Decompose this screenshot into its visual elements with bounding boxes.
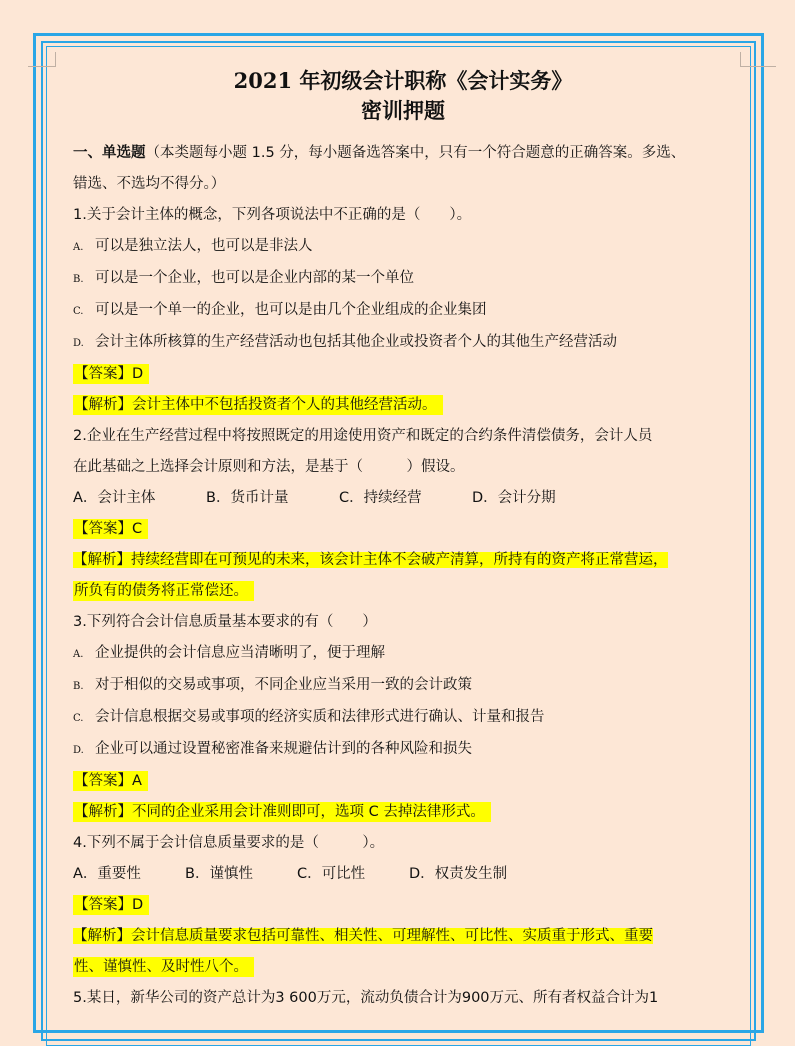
question-4-analysis-line-2 — [73, 952, 733, 983]
question-2-answer: 【答案】C — [73, 519, 148, 539]
question-2-choice-c: C．持续经营 — [339, 490, 422, 506]
question-3-stem: 3.下列符合会计信息质量基本要求的有（ ） — [73, 614, 377, 630]
question-2-stem-cont: 在此基础之上选择会计原则和方法，是基于（ ）假设。 — [73, 459, 465, 475]
option-text: 可以是独立法人，也可以是非法人 — [95, 238, 313, 254]
margin-guide-top-left — [28, 66, 56, 67]
question-1-option-b — [73, 263, 733, 295]
question-4-stem: 4.下列不属于会计信息质量要求的是（ ）。 — [73, 835, 385, 851]
option-letter: D. — [73, 338, 84, 349]
option-letter: D. — [73, 745, 84, 756]
question-4-answer-line — [73, 890, 733, 921]
option-letter: C. — [73, 306, 84, 317]
option-text: 企业可以通过设置秘密准备来规避估计到的各种风险和损失 — [95, 741, 472, 757]
option-text: 可以是一个单一的企业，也可以是由几个企业组成的企业集团 — [95, 302, 487, 318]
section-heading: 一、单选题 — [73, 145, 146, 161]
option-letter: C. — [73, 713, 84, 724]
question-4-analysis-line — [73, 921, 733, 952]
question-3-analysis-line — [73, 797, 733, 828]
question-2-stem: 2.企业在生产经营过程中将按照既定的用途使用资产和既定的合约条件清偿债务，会计人员 — [73, 428, 653, 444]
option-text: 企业提供的会计信息应当清晰明了，便于理解 — [95, 645, 385, 661]
option-letter: B. — [73, 274, 84, 285]
question-3-answer: 【答案】A — [73, 771, 148, 791]
question-3-option-a — [73, 638, 733, 670]
question-2-choice-a: A．会计主体 — [73, 490, 156, 506]
question-3-option-c — [73, 702, 733, 734]
question-1-answer-line — [73, 359, 733, 390]
question-4-choice-c: C．可比性 — [297, 866, 366, 882]
question-3-option-b — [73, 670, 733, 702]
section-instructions-cont: 错选、不选均不得分。） — [73, 176, 226, 192]
question-1-option-a — [73, 231, 733, 263]
margin-guide-top-right — [740, 66, 776, 67]
option-text: 会计主体所核算的生产经营活动也包括其他企业或投资者个人的其他生产经营活动 — [95, 334, 617, 350]
question-5-stem: 5.某日，新华公司的资产总计为3 600万元，流动负债合计为900万元、所有者权益合计为1 — [73, 990, 659, 1006]
option-letter: A. — [73, 242, 84, 253]
margin-guide-right-top — [740, 52, 741, 66]
page-title: 2021 年初级会计职称《会计实务》 — [233, 68, 573, 93]
section-heading-line — [73, 138, 733, 169]
question-1-option-c — [73, 295, 733, 327]
option-text: 会计信息根据交易或事项的经济实质和法律形式进行确认、计量和报告 — [95, 709, 545, 725]
question-2-analysis-line-2 — [73, 576, 733, 607]
question-1-analysis-line — [73, 390, 733, 421]
question-2-choice-b: B．货币计量 — [206, 490, 289, 506]
question-1-stem: 1.关于会计主体的概念，下列各项说法中不正确的是（ ）。 — [73, 207, 472, 223]
question-4-analysis-cont: 性、谨慎性、及时性八个。 — [73, 957, 254, 977]
question-4-choice-a: A．重要性 — [73, 866, 141, 882]
section-instructions: （本类题每小题 1.5 分，每小题备选答案中，只有一个符合题意的正确答案。多选、 — [145, 145, 686, 161]
question-4-choice-b: B．谨慎性 — [185, 866, 253, 882]
question-1-option-d — [73, 327, 733, 359]
question-2-choices — [73, 483, 733, 514]
option-text: 可以是一个企业，也可以是企业内部的某一个单位 — [95, 270, 414, 286]
question-4-answer: 【答案】D — [73, 895, 149, 915]
question-2-choice-d: D．会计分期 — [472, 490, 556, 506]
margin-guide-left-top — [55, 52, 56, 66]
page-subtitle: 密训押题 — [361, 98, 445, 123]
document-body — [73, 64, 733, 1014]
question-2-analysis: 【解析】持续经营即在可预见的未来，该会计主体不会破产清算，所持有的资产将正常营运， — [73, 552, 668, 568]
question-3-answer-line — [73, 766, 733, 797]
option-letter: A. — [73, 649, 84, 660]
question-2-analysis-line — [73, 545, 733, 576]
option-text: 对于相似的交易或事项，不同企业应当采用一致的会计政策 — [95, 677, 472, 693]
question-4-analysis: 【解析】会计信息质量要求包括可靠性、相关性、可理解性、可比性、实质重于形式、重要 — [73, 928, 653, 944]
question-1-analysis: 【解析】会计主体中不包括投资者个人的其他经营活动。 — [73, 395, 443, 415]
question-2-answer-line — [73, 514, 733, 545]
question-1-answer: 【答案】D — [73, 364, 149, 384]
question-4-choice-d: D．权责发生制 — [409, 866, 508, 882]
question-3-option-d — [73, 734, 733, 766]
question-3-analysis: 【解析】不同的企业采用会计准则即可，选项 C 去掉法律形式。 — [73, 802, 491, 822]
question-2-analysis-cont: 所负有的债务将正常偿还。 — [73, 581, 254, 601]
question-4-choices — [73, 859, 733, 890]
option-letter: B. — [73, 681, 84, 692]
